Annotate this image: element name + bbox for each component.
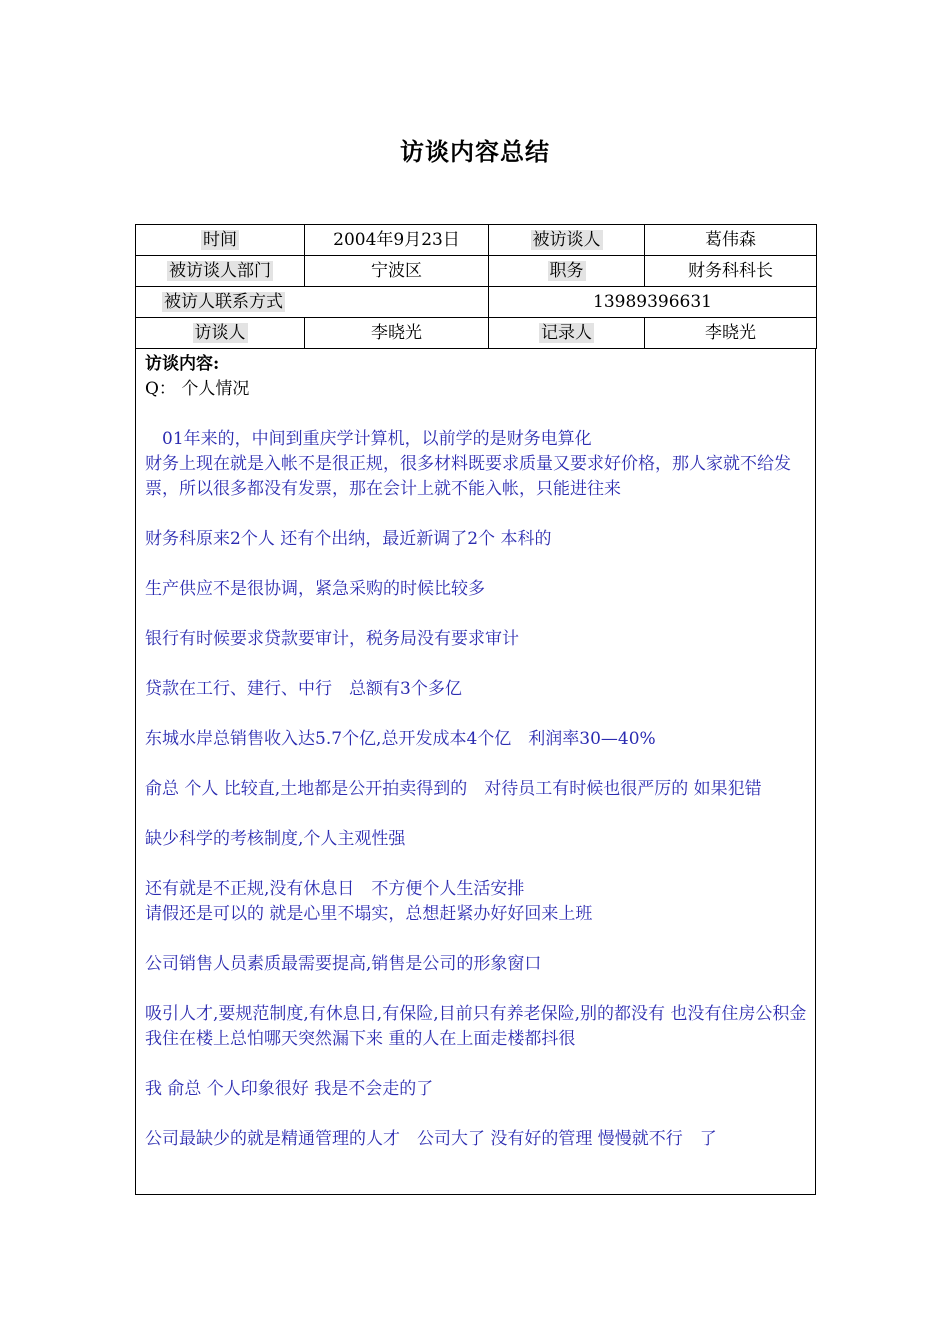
content-heading: 访谈内容: bbox=[145, 354, 220, 374]
paragraph: 请假还是可以的 就是心里不塌实，总想赶紧办好好回来上班 bbox=[145, 904, 593, 924]
paragraph: 银行有时候要求贷款要审计，税务局没有要求审计 bbox=[145, 629, 519, 649]
table-row bbox=[136, 225, 817, 256]
table-row bbox=[136, 256, 817, 287]
paragraph: 财务科原来2个人 还有个出纳，最近新调了2个 本科的 bbox=[145, 529, 552, 549]
dept-value: 宁波区 bbox=[305, 256, 489, 287]
paragraph: 公司销售人员素质最需要提高,销售是公司的形象窗口 bbox=[145, 954, 542, 974]
time-value: 2004年9月23日 bbox=[305, 225, 489, 256]
question: Q： 个人情况 bbox=[145, 379, 250, 399]
table-row bbox=[136, 287, 817, 318]
paragraph: 生产供应不是很协调，紧急采购的时候比较多 bbox=[145, 579, 485, 599]
info-table bbox=[135, 224, 817, 349]
interview-content bbox=[135, 348, 824, 1195]
paragraph: 公司最缺少的就是精通管理的人才 公司大了 没有好的管理 慢慢就不行 了 bbox=[145, 1129, 717, 1149]
position-value: 财务科科长 bbox=[645, 256, 817, 287]
contact-value: 13989396631 bbox=[489, 287, 817, 318]
recorder-label: 记录人 bbox=[541, 323, 592, 343]
dept-label: 被访谈人部门 bbox=[169, 261, 271, 281]
paragraph: 东城水岸总销售收入达5.7个亿,总开发成本4个亿 利润率30—40% bbox=[145, 729, 656, 749]
position-label: 职务 bbox=[549, 261, 584, 281]
table-row bbox=[136, 318, 817, 349]
paragraph: 缺少科学的考核制度,个人主观性强 bbox=[145, 829, 406, 849]
paragraph: 我 俞总 个人印象很好 我是不会走的了 bbox=[145, 1079, 434, 1099]
time-label: 时间 bbox=[203, 230, 237, 250]
paragraph: 01年来的，中间到重庆学计算机，以前学的是财务电算化 bbox=[162, 429, 592, 449]
paragraph: 贷款在工行、建行、中行 总额有3个多亿 bbox=[145, 679, 462, 699]
page-title: 访谈内容总结 bbox=[400, 137, 550, 166]
contact-label: 被访人联系方式 bbox=[164, 292, 283, 312]
interviewer-value: 李晓光 bbox=[305, 318, 489, 349]
interviewee-label: 被访谈人 bbox=[532, 230, 601, 250]
paragraph: 吸引人才,要规范制度,有休息日,有保险,目前只有养老保险,别的都没有 也没有住房公积金 我住在楼上总怕哪天突然漏下来 重的人在上面走楼都抖很 bbox=[145, 1004, 824, 1049]
paragraph: 财务上现在就是入帐不是很正规，很多材料既要求质量又要求好价格，那人家就不给发票，所以很多都没有发票，那在会计上就不能入帐，只能进往来 bbox=[145, 454, 791, 499]
recorder-value: 李晓光 bbox=[645, 318, 817, 349]
paragraph: 俞总 个人 比较直,土地都是公开拍卖得到的 对待员工有时候也很严厉的 如果犯错 bbox=[145, 779, 762, 799]
interviewer-label: 访谈人 bbox=[194, 323, 246, 343]
interviewee-value: 葛伟森 bbox=[645, 225, 817, 256]
paragraph: 还有就是不正规,没有休息日 不方便个人生活安排 bbox=[145, 879, 525, 899]
